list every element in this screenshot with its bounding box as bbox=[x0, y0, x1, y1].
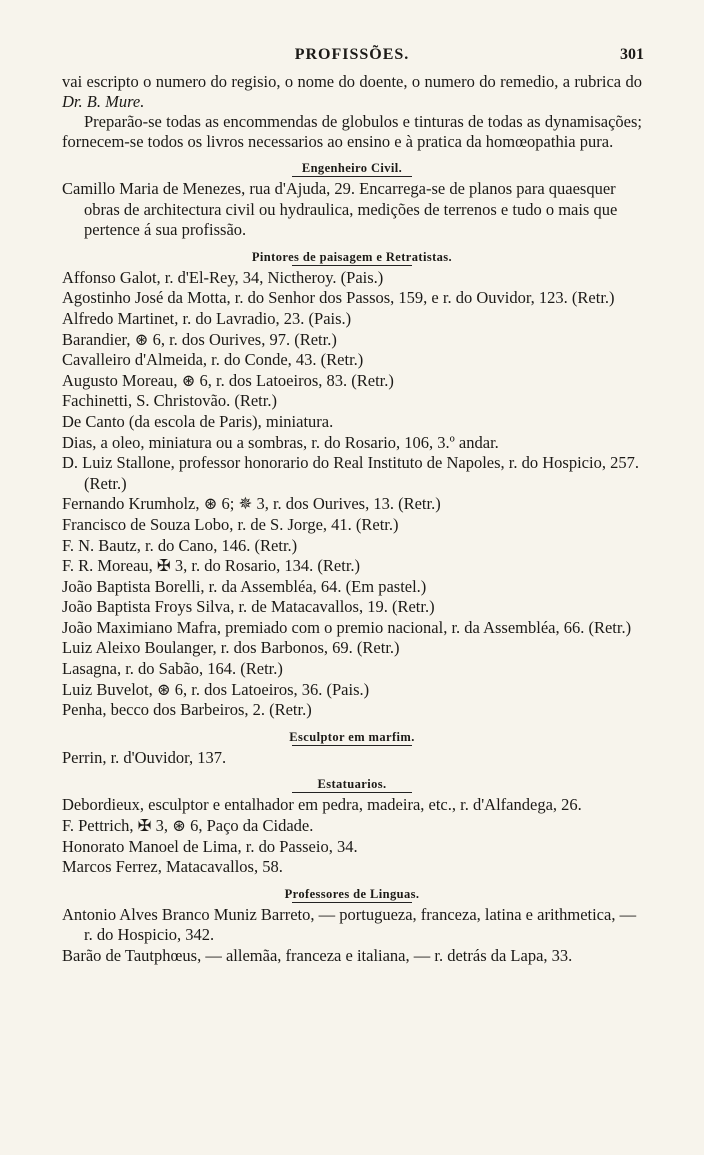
section-rule bbox=[292, 265, 412, 266]
directory-entry: D. Luiz Stallone, professor honorario do Real Instituto de Napoles, r. do Hospicio, 257. (Retr.) bbox=[62, 453, 639, 493]
section-rule bbox=[292, 792, 412, 793]
section bbox=[62, 729, 642, 769]
directory-entry: Antonio Alves Branco Muniz Barreto, — portugueza, franceza, latina e arithmetica, — r. do Hospicio, 342. bbox=[62, 904, 637, 945]
directory-entry: F. Pettrich, ✠ 3, ⊛ 6, Paço da Cidade. bbox=[62, 816, 314, 836]
directory-entry: João Baptista Froys Silva, r. de Matacavallos, 19. (Retr.) bbox=[62, 597, 435, 617]
intro-paragraph-2: Preparão-se todas as encommendas de globulos e tinturas de todas as dynamisações; fornecem-se todos os livros necessarios ao ensino e à pratica da homœopathia pura. bbox=[62, 112, 642, 151]
section-rule bbox=[292, 902, 412, 903]
running-title: PROFISSÕES. bbox=[294, 46, 410, 63]
section-rule bbox=[292, 745, 412, 746]
directory-entry: De Canto (da escola de Paris), miniatura. bbox=[62, 411, 334, 431]
directory-entry: F. R. Moreau, ✠ 3, r. do Rosario, 134. (Retr.) bbox=[62, 556, 361, 576]
directory-entry: Luiz Buvelot, ⊛ 6, r. dos Latoeiros, 36. (Pais.) bbox=[62, 679, 370, 699]
directory-entry: Luiz Aleixo Boulanger, r. dos Barbonos, 69. (Retr.) bbox=[62, 638, 400, 658]
directory-entry: Agostinho José da Motta, r. do Senhor dos Passos, 159, e r. do Ouvidor, 123. (Retr.) bbox=[62, 288, 615, 308]
directory-entry: Honorato Manoel de Lima, r. do Passeio, 34. bbox=[62, 836, 358, 856]
directory-entry: Penha, becco dos Barbeiros, 2. (Retr.) bbox=[62, 700, 312, 720]
directory-entry: Debordieux, esculptor e entalhador em pedra, madeira, etc., r. d'Alfandega, 26. bbox=[62, 795, 582, 815]
sections bbox=[62, 160, 642, 967]
directory-entry: Lasagna, r. do Sabão, 164. (Retr.) bbox=[62, 659, 283, 679]
running-head bbox=[62, 46, 642, 72]
directory-entry: João Maximiano Mafra, premiado com o premio nacional, r. da Assembléa, 66. (Retr.) bbox=[62, 617, 632, 637]
page-number: 301 bbox=[620, 46, 644, 63]
section bbox=[62, 886, 642, 967]
section bbox=[62, 776, 642, 877]
section-title: Professores de Linguas. bbox=[284, 886, 420, 901]
directory-entry: Barão de Tautphœus, — allemãa, franceza e italiana, — r. detrás da Lapa, 33. bbox=[62, 946, 573, 965]
directory-entry: João Baptista Borelli, r. da Assembléa, 64. (Em pastel.) bbox=[62, 576, 427, 596]
intro-paragraph-1: vai escripto o numero do regisio, o nome do doente, o numero do remedio, a rubrica do Dr. B. Mure. bbox=[62, 72, 642, 111]
directory-entry: Camillo Maria de Menezes, rua d'Ajuda, 29. Encarrega-se de planos para quaesquer obras de architectura civil ou hydraulica, medições de terrenos e tudo o mais que pertence á sua profissão. bbox=[62, 179, 618, 240]
directory-entry: Fachinetti, S. Christovão. (Retr.) bbox=[62, 391, 277, 411]
directory-entry: Marcos Ferrez, Matacavallos, 58. bbox=[62, 857, 283, 877]
directory-entry: Dias, a oleo, miniatura ou a sombras, r. do Rosario, 106, 3.º andar. bbox=[62, 432, 499, 452]
directory-entry: F. N. Bautz, r. do Cano, 146. (Retr.) bbox=[62, 535, 298, 555]
directory-entry: Alfredo Martinet, r. do Lavradio, 23. (Pais.) bbox=[62, 308, 352, 328]
directory-entry: Fernando Krumholz, ⊛ 6; ✵ 3, r. dos Ourives, 13. (Retr.) bbox=[62, 494, 441, 514]
directory-entry: Francisco de Souza Lobo, r. de S. Jorge, 41. (Retr.) bbox=[62, 514, 399, 534]
section-title: Estatuarios. bbox=[317, 777, 387, 792]
directory-entry: Cavalleiro d'Almeida, r. do Conde, 43. (Retr.) bbox=[62, 350, 364, 370]
section-title: Pintores de paisagem e Retratistas. bbox=[251, 249, 453, 264]
directory-entry: Affonso Galot, r. d'El-Rey, 34, Nictheroy. (Pais.) bbox=[62, 267, 384, 287]
directory-entry: Augusto Moreau, ⊛ 6, r. dos Latoeiros, 83. (Retr.) bbox=[62, 370, 394, 390]
section bbox=[62, 160, 642, 241]
section bbox=[62, 249, 642, 721]
section-title: Esculptor em marfim. bbox=[289, 729, 415, 744]
directory-entry: Perrin, r. d'Ouvidor, 137. bbox=[62, 747, 227, 767]
section-rule bbox=[292, 176, 412, 177]
directory-entry: Barandier, ⊛ 6, r. dos Ourives, 97. (Retr.) bbox=[62, 329, 337, 349]
section-title: Engenheiro Civil. bbox=[301, 161, 403, 175]
